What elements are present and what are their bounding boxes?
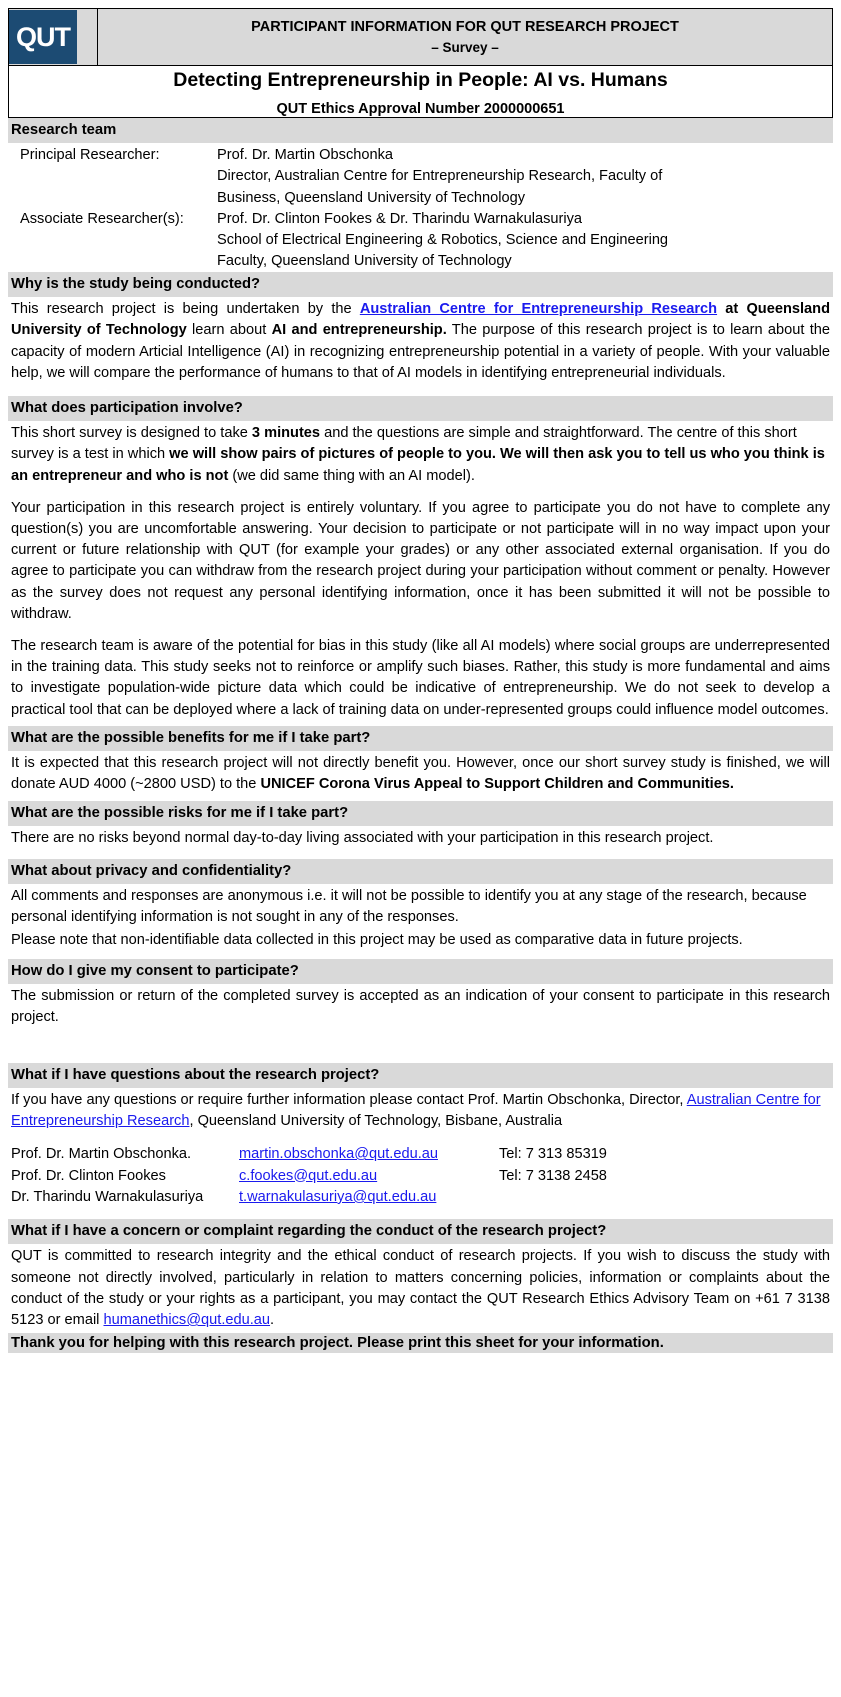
section-heading-consent: How do I give my consent to participate? bbox=[8, 959, 833, 984]
team-value-line: Faculty, Queensland University of Technology bbox=[217, 253, 512, 270]
header-project-row bbox=[9, 66, 833, 118]
complaint-text-b: . bbox=[270, 1312, 275, 1329]
benefits-bold: UNICEF Corona Virus Appeal to Support Children and Communities. bbox=[260, 776, 734, 793]
header-title-row bbox=[9, 9, 833, 66]
benefits-text-a: It is expected that this research project will not directly benefit you. However, once our short survey study is finished, we will donate AUD 4000 (~2800 USD) to the bbox=[11, 754, 830, 793]
team-value-line: School of Electrical Engineering & Robotics, Science and Engineering bbox=[217, 231, 669, 248]
humanethics-email-link[interactable]: humanethics@qut.edu.au bbox=[103, 1312, 271, 1329]
header-title-line1: PARTICIPANT INFORMATION FOR QUT RESEARCH PROJECT bbox=[251, 18, 679, 35]
footer-thank-you-bar: Thank you for helping with this research project. Please print this sheet for your information. bbox=[8, 1333, 833, 1353]
acer-link-secondary[interactable]: Australian Centre for Entrepreneurship Research bbox=[11, 1091, 821, 1129]
part-text-c: (we did same thing with an AI model). bbox=[228, 467, 475, 484]
qut-logo-text: QUT bbox=[16, 21, 70, 52]
why-text-a: This research project is being undertaken by the bbox=[11, 301, 360, 318]
why-study-paragraph bbox=[8, 297, 833, 384]
team-value-line: Director, Australian Centre for Entrepreneurship Research, Faculty of bbox=[217, 168, 663, 185]
section-heading-benefits: What are the possible benefits for me if I take part? bbox=[8, 726, 833, 751]
team-label-principal: Principal Researcher: bbox=[20, 147, 160, 164]
participation-paragraph-1 bbox=[8, 421, 833, 487]
contact-name: Dr. Tharindu Warnakulasuriya bbox=[11, 1188, 204, 1205]
contact-name: Prof. Dr. Clinton Fookes bbox=[11, 1167, 166, 1184]
why-text-b: learn about bbox=[186, 322, 272, 339]
contact-phone: Tel: 7 3138 2458 bbox=[499, 1167, 607, 1184]
risks-paragraph: There are no risks beyond normal day-to-day living associated with your participation in this research project. bbox=[11, 830, 714, 847]
project-cell bbox=[9, 66, 833, 118]
contact-email-link[interactable]: c.fookes@qut.edu.au bbox=[239, 1167, 378, 1184]
contact-email-cell bbox=[239, 1187, 499, 1208]
privacy-paragraph-1: All comments and responses are anonymous i.e. it will not be possible to identify you at any stage of the research, because personal identifying information is not sought in any of the responses. bbox=[11, 887, 807, 925]
privacy-paragraph-2: Please note that non-identifiable data collected in this project may be used as comparative data in future projects. bbox=[11, 932, 743, 948]
research-team-block bbox=[8, 143, 833, 272]
part-text-a: This short survey is designed to take bbox=[11, 425, 252, 442]
questions-paragraph bbox=[8, 1088, 833, 1132]
section-heading-privacy: What about privacy and confidentiality? bbox=[8, 859, 833, 884]
contact-email-link[interactable]: martin.obschonka@qut.edu.au bbox=[239, 1146, 438, 1163]
header-title-cell bbox=[98, 9, 833, 66]
questions-text-b: , Queensland University of Technology, Bisbane, Australia bbox=[189, 1112, 563, 1129]
why-bold-b: AI and entrepreneurship. bbox=[271, 322, 447, 339]
part-bold-b: we will show pairs of pictures of people to you. We will then ask you to tell us who you think is an entrepreneur and who is not bbox=[11, 446, 825, 484]
page-title: Detecting Entrepreneurship in People: AI vs. Humans bbox=[173, 69, 668, 91]
complaint-text-a: QUT is committed to research integrity and the ethical conduct of research projects. If you wish to discuss the study with someone not directly involved, particularly in relation to matters concerning policies, information or complaints about the conduct of the study or your rights as a participant, you may contact the QUT Research Ethics Advisory Team on +61 7 3138 5123 or email bbox=[11, 1248, 830, 1329]
contact-email-cell bbox=[239, 1166, 499, 1187]
contact-phone bbox=[499, 1187, 830, 1208]
team-value-principal bbox=[217, 145, 830, 208]
team-row-associate bbox=[11, 209, 830, 272]
section-heading-risks: What are the possible risks for me if I take part? bbox=[8, 801, 833, 826]
contact-phone: Tel: 7 313 85319 bbox=[499, 1146, 607, 1163]
team-value-line: Prof. Dr. Martin Obschonka bbox=[217, 147, 394, 164]
contacts-list bbox=[8, 1144, 833, 1208]
contact-row bbox=[11, 1144, 830, 1165]
team-value-line: Prof. Dr. Clinton Fookes & Dr. Tharindu Warnakulasuriya bbox=[217, 210, 582, 227]
part-text-b: and the questions are simple and straightforward. The centre of this short survey is a test in which bbox=[11, 425, 797, 463]
participation-paragraph-3: The research team is aware of the potential for bias in this study (like all AI models) where social groups are underrepresented in the training data. This study seeks not to reinforce or amplify such biases. Rather, this study is more fundamental and aims to investigate population-wide picture data which could be indicative of entrepreneurship. We do not seek to develop a practical tool that can be deployed where a lack of training data on under-represented groups could influence model outcomes. bbox=[11, 638, 830, 718]
why-bold-a: at Queensland University of Technology bbox=[11, 301, 830, 339]
team-value-associate bbox=[217, 209, 830, 272]
participation-paragraph-2: Your participation in this research project is entirely voluntary. If you agree to participate you do not have to complete any question(s) you are uncomfortable answering. Your decision to participate or not participate will in no way impact upon your current or future relationship with QUT (for example your grades) or any other associated external organisation. If you do agree to participate you can withdraw from the research project during your participation without comment or penalty. However as the survey does not request any personal identifying information, once it has been submitted it will not be possible to withdraw. bbox=[11, 499, 830, 622]
document-header-table bbox=[8, 8, 833, 118]
part-bold-a: 3 minutes bbox=[251, 425, 321, 442]
contact-name: Prof. Dr. Martin Obschonka. bbox=[11, 1146, 192, 1163]
section-heading-questions: What if I have questions about the research project? bbox=[8, 1063, 833, 1088]
team-row-principal bbox=[11, 145, 830, 208]
contact-row bbox=[11, 1187, 830, 1208]
contact-email-cell bbox=[239, 1144, 499, 1165]
team-label-associate: Associate Researcher(s): bbox=[20, 210, 184, 227]
qut-logo-icon bbox=[9, 10, 77, 64]
benefits-paragraph bbox=[8, 751, 833, 795]
contact-row bbox=[11, 1166, 830, 1187]
logo-cell bbox=[9, 9, 98, 66]
section-heading-research-team: Research team bbox=[8, 118, 833, 143]
ethics-approval-number: QUT Ethics Approval Number 2000000651 bbox=[276, 101, 565, 118]
team-value-line: Business, Queensland University of Technology bbox=[217, 189, 525, 206]
section-heading-complaint: What if I have a concern or complaint regarding the conduct of the research project? bbox=[8, 1219, 833, 1244]
questions-text-a: If you have any questions or require further information please contact Prof. Martin Obschonka, Director, bbox=[11, 1091, 687, 1108]
complaint-paragraph bbox=[8, 1244, 833, 1331]
why-text-c: The purpose of this research project is to learn about the capacity of modern Articial Intelligence (AI) in recognizing entrepreneurship potential in a variety of people. With your valuable help, we will compare the performance of humans to that of AI models in identifying entrepreneurial individuals. bbox=[11, 322, 831, 381]
section-heading-why-study: Why is the study being conducted? bbox=[8, 272, 833, 297]
section-gap-spacer bbox=[8, 1029, 833, 1063]
contact-email-link[interactable]: t.warnakulasuriya@qut.edu.au bbox=[239, 1188, 437, 1205]
acer-link[interactable]: Australian Centre for Entrepreneurship Research bbox=[359, 301, 718, 318]
header-title-line2: – Survey – bbox=[431, 39, 499, 55]
consent-paragraph: The submission or return of the completed survey is accepted as an indication of your consent to participate in this research project. bbox=[11, 988, 830, 1026]
section-heading-participation: What does participation involve? bbox=[8, 396, 833, 421]
